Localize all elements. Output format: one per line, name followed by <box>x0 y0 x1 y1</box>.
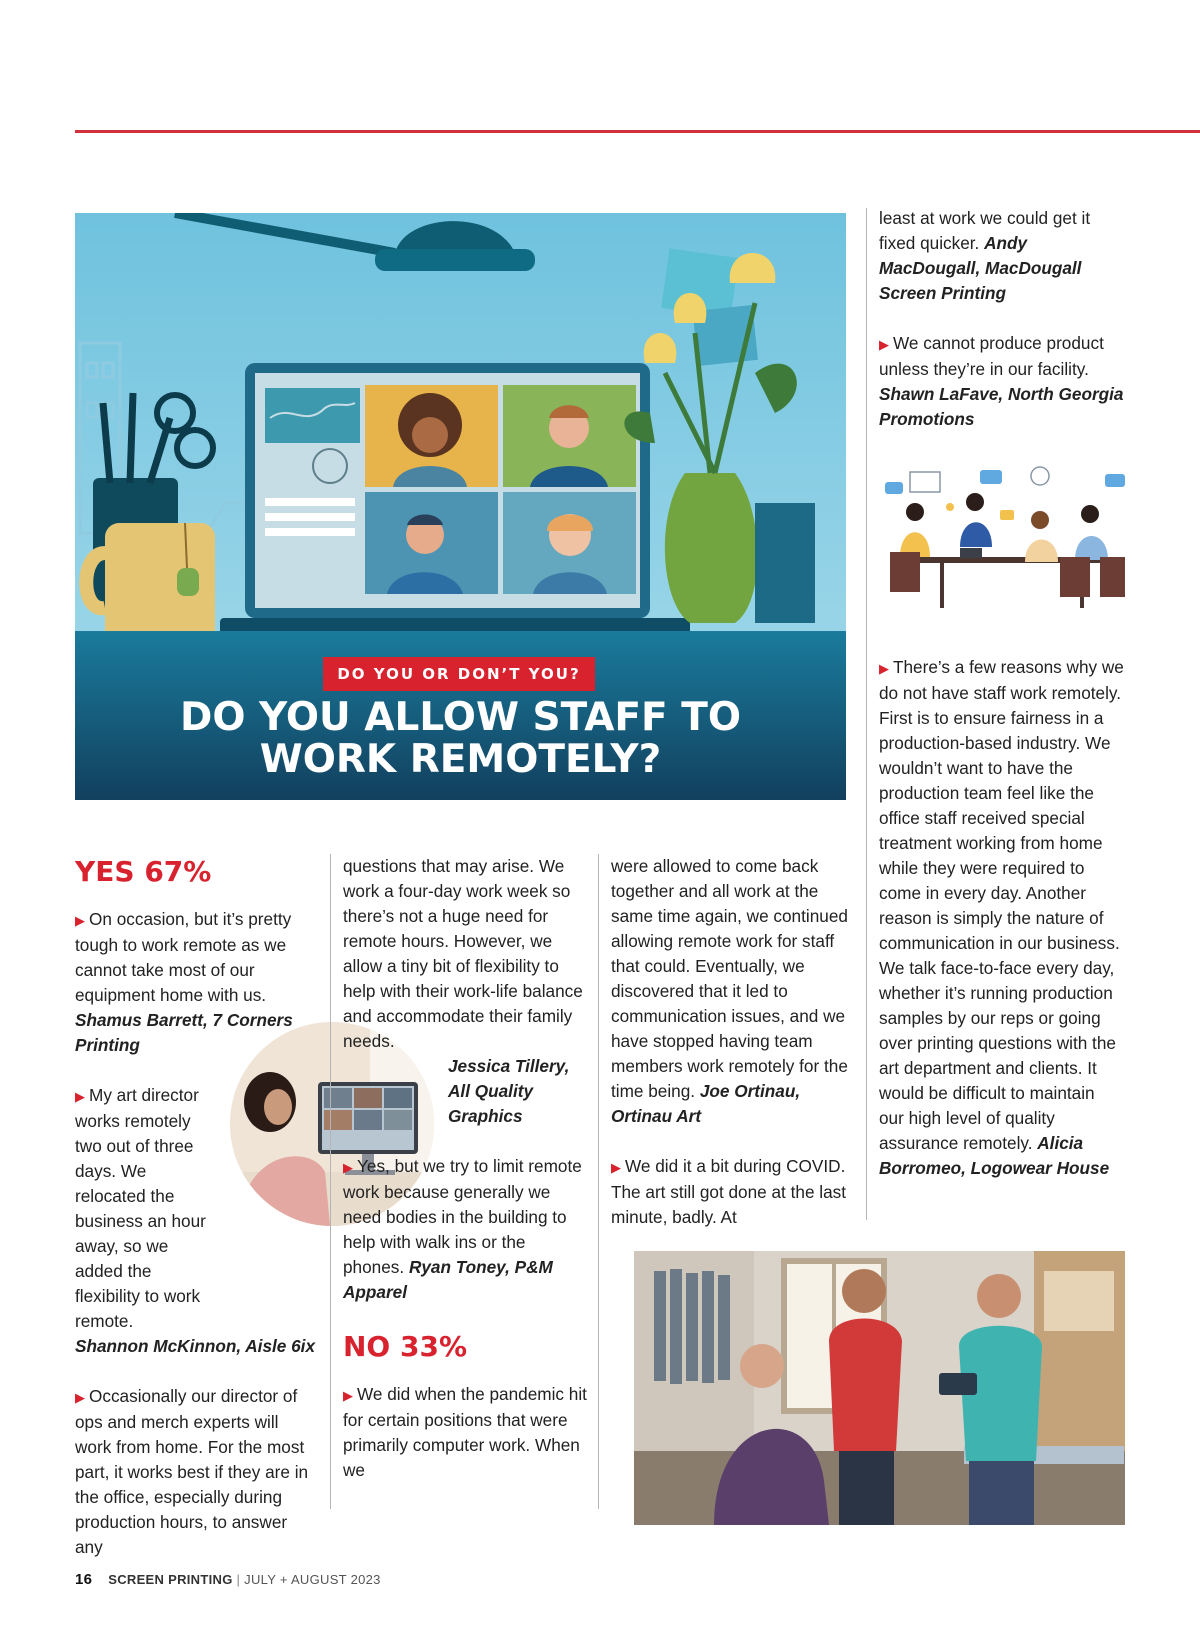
magazine-name: SCREEN PRINTING <box>108 1572 233 1587</box>
answer-shannon-attr <box>75 1334 315 1359</box>
attribution: Jessica Tillery, All Quality Graphics <box>448 1056 570 1126</box>
attribution: Shamus Barrett, 7 Corners Printing <box>75 1010 293 1055</box>
answer-joe-cont <box>611 854 856 1129</box>
answer-ryan <box>343 1154 588 1305</box>
shop-team-photo <box>634 1251 1125 1525</box>
answer-text: Yes, but we try to limit remote work because generally we need bodies in the building to help with walk ins or the phones. <box>343 1156 582 1277</box>
column-3 <box>611 854 856 1230</box>
bullet-triangle-icon: ▶ <box>343 1160 353 1175</box>
column-divider <box>598 854 599 1509</box>
answer-joe <box>343 1382 588 1483</box>
attribution: Joe Ortinau, Ortinau Art <box>611 1081 801 1126</box>
answer-text: We did when the pandemic hit for certain positions that were primarily computer work. When we <box>343 1384 587 1480</box>
column-4-lower <box>879 655 1124 1181</box>
attribution: Andy MacDougall, MacDougall Screen Printing <box>879 233 1082 303</box>
answer-andy <box>611 1154 856 1230</box>
attribution: Shawn LaFave, North Georgia Promotions <box>879 384 1124 429</box>
hero-title-line1: DO YOU ALLOW STAFF TO <box>179 695 742 740</box>
answer-text: least at work we could get it fixed quicker. <box>879 208 1091 253</box>
issue-date: JULY + AUGUST 2023 <box>244 1572 381 1587</box>
answer-text: On occasion, but it’s pretty tough to work remote as we cannot take most of our equipment home with us. <box>75 909 292 1005</box>
hero-title <box>75 697 846 781</box>
answer-jessica-cont <box>343 854 583 1054</box>
footer-separator: | <box>236 1572 241 1587</box>
bullet-triangle-icon: ▶ <box>75 1089 85 1104</box>
hero-kicker: DO YOU OR DON’T YOU? <box>323 657 595 691</box>
page-number: 16 <box>75 1571 93 1588</box>
answer-shawn <box>879 331 1124 432</box>
answer-alicia <box>879 655 1124 1181</box>
column-divider <box>866 208 867 1220</box>
answer-text: Occasionally our director of ops and merch experts will work from home. For the most part, it works best if they are in the office, especially during production hours, to answer any <box>75 1386 309 1557</box>
bullet-triangle-icon: ▶ <box>611 1160 621 1175</box>
attribution: Alicia Borromeo, Logowear House <box>879 1133 1110 1178</box>
top-rule <box>75 130 1200 133</box>
no-heading: NO 33% <box>343 1330 468 1363</box>
bullet-triangle-icon: ▶ <box>75 913 85 928</box>
bullet-triangle-icon: ▶ <box>879 337 889 352</box>
answer-jessica <box>75 1384 315 1560</box>
yes-heading: YES 67% <box>75 855 212 888</box>
answer-jessica-attr <box>343 1054 588 1129</box>
answer-text: We cannot produce product unless they’re in our facility. <box>879 333 1104 379</box>
attribution: Ryan Toney, P&M Apparel <box>343 1257 553 1302</box>
meeting-illustration <box>880 462 1130 620</box>
bullet-triangle-icon: ▶ <box>75 1390 85 1405</box>
answer-text: were allowed to come back together and all work at the same time again, we continued allowing remote work for staff that could. Eventually, we discovered that it led to communication issues, and we have stopped having team members work remotely for the time being. <box>611 856 848 1101</box>
bullet-triangle-icon: ▶ <box>879 661 889 676</box>
answer-shannon <box>75 1083 215 1334</box>
answer-text: There’s a few reasons why we do not have staff work remotely. First is to ensure fairness in a production-based industry. We wouldn’t want to have the production team feel like the office staff received special treatment working from home while they were required to come in every day. Another reason is simply the nature of communication in our business. We talk face-to-face every day, whether it’s running production samples by our reps or going over printing questions with the art department and clients. It would be difficult to maintain our high level of quality assurance remotely. <box>879 657 1124 1153</box>
column-divider <box>330 854 331 1509</box>
answer-text: My art director works remotely two out of three days. We relocated the business an hour away, so we added the flexibility to work remote. <box>75 1085 206 1331</box>
answer-andy-cont <box>879 206 1124 306</box>
attribution: Shannon McKinnon, Aisle 6ix <box>75 1336 316 1356</box>
column-4 <box>879 206 1124 457</box>
bullet-triangle-icon: ▶ <box>343 1388 353 1403</box>
answer-text: We did it a bit during COVID. The art still got done at the last minute, badly. At <box>611 1156 847 1227</box>
page-footer <box>75 1571 381 1588</box>
hero-title-line2: WORK REMOTELY? <box>259 737 662 782</box>
answer-text: questions that may arise. We work a four-day work week so there’s not a huge need for remote hours. However, we allow a tiny bit of flexibility to help with their work-life balance and accommodate their family needs. <box>343 856 583 1051</box>
column-2 <box>343 854 588 1483</box>
